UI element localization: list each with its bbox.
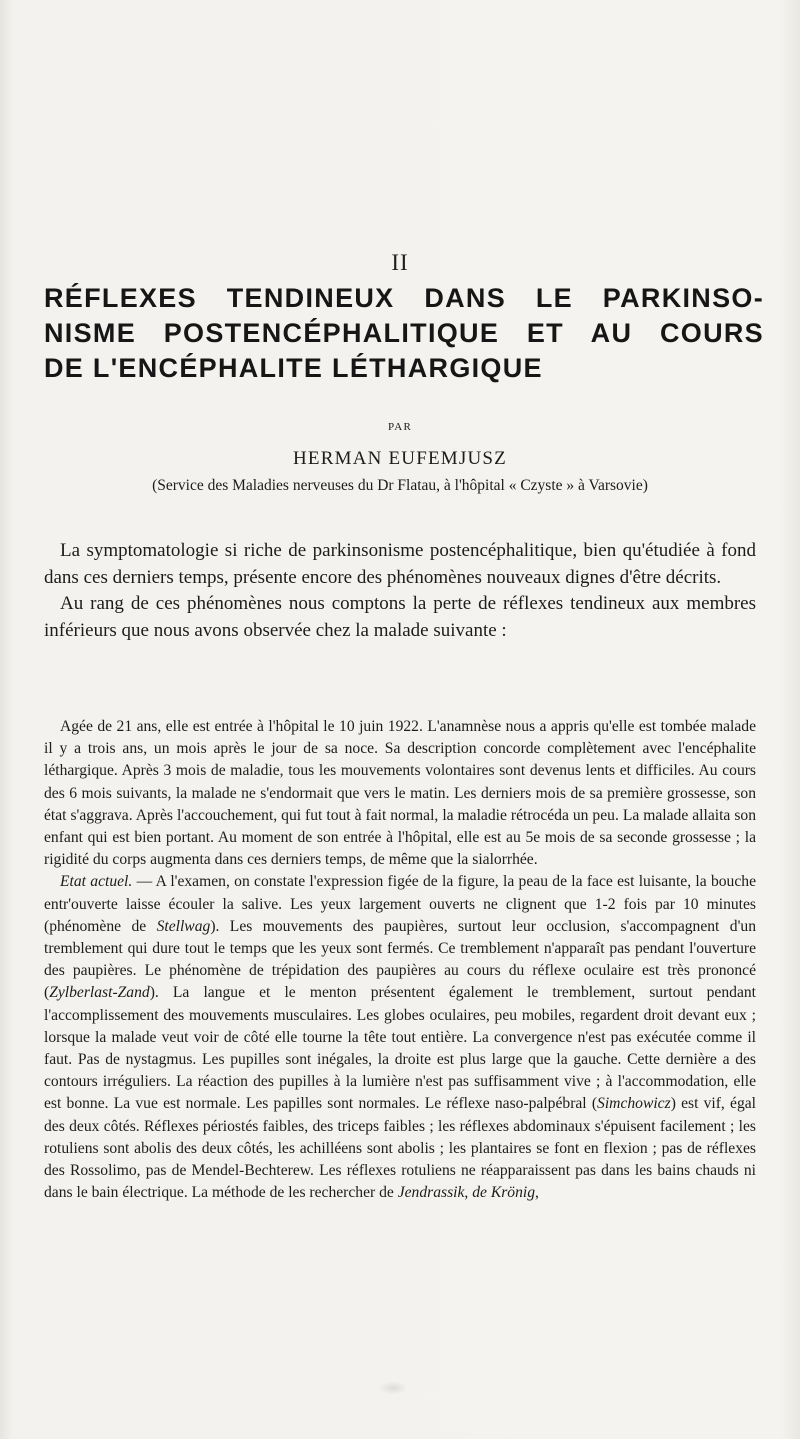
stellwag-name: Stellwag: [156, 917, 211, 935]
chapter-numeral: II: [391, 250, 409, 275]
page-smudge: [378, 1381, 408, 1395]
case-paragraph-2: [44, 871, 756, 1204]
title-line-2: NISME POSTENCÉPHALITIQUE ET AU COURS: [44, 318, 764, 348]
jendrassik-name: Jendrassik: [397, 1184, 465, 1202]
byline-par: PAR: [388, 421, 412, 433]
etat-actuel-label: Etat actuel.: [60, 873, 133, 891]
simchowicz-name: Simchowicz: [597, 1095, 671, 1113]
article-title: [44, 281, 764, 386]
kronig-name: de Krönig: [472, 1184, 536, 1202]
case-text-a: — A l'examen, on constate l'expression figée de la figure, la peau de la face est luisante, la bouche entr'ouverte laisse écouler la salive. Les yeux largement ouverts ne clignent que 1-2 fois par 10 minutes (phénomène de: [44, 873, 756, 935]
author-name: HERMAN EUFEMJUSZ: [293, 448, 507, 469]
case-text-b: ). Les mouvements des paupières, surtout leur occlusion, s'accompagnent d'un tremblement qui dure tout le temps que les yeux sont fermés. Ce tremblement n'apparaît pas pendant l'ouverture des paupières. Le phénomène de trépidation des paupières au cours du réflexe oculaire est très prononcé (: [44, 917, 756, 1002]
author-affiliation: (Service des Maladies nerveuses du Dr Flatau, à l'hôpital « Czyste » à Varsovie): [152, 477, 648, 494]
intro-paragraph-2: Au rang de ces phénomènes nous comptons la perte de réflexes tendineux aux membres inférieurs que nous avons observée chez la malade suivante :: [44, 593, 756, 641]
intro-paragraph-1: La symptomatologie si riche de parkinsonisme postencéphalitique, bien qu'étudiée à fond dans ces derniers temps, présente encore des phénomènes nouveaux dignes d'être décrits.: [44, 540, 756, 588]
case-text-c: ). La langue et le menton présentent également le tremblement, surtout pendant l'accomplissement des mouvements musculaires. Les globes oculaires, peu mobiles, regardent droit devant eux ; lorsque la malade veut voir de côté elle tourne la tête tout entière. La convergence n'est pas exécutée comme il faut. Pas de nystagmus. Les pupilles sont inégales, la droite est plus large que la gauche. Cette dernière a des contours irréguliers. La réaction des pupilles à la lumière n'est pas suffisamment vive ; à l'accommodation, elle est bonne. La vue est normale. Les papilles sont normales. Le réflexe naso-palpébral (: [44, 984, 756, 1113]
case-sep: ,: [464, 1184, 473, 1202]
case-text-d: ) est vif, égal des deux côtés. Réflexes périostés faibles, des triceps faibles ; les réflexes abdominaux s'épuisent facilement ; les rotuliens sont abolis des deux côtés, les achilléens sont abolis ; les plantaires se font en flexion ; pas de réflexes des Rossolimo, pas de Mendel-Bechterew. Les réflexes rotuliens ne réapparaissent pas dans les bains chauds ni dans le bain électrique. La méthode de les rechercher de: [44, 1095, 757, 1202]
intro-text: [44, 538, 756, 644]
case-trail: ,: [535, 1184, 539, 1202]
zylberlast-name: Zylberlast-Zand: [49, 984, 150, 1002]
case-paragraph-1: Agée de 21 ans, elle est entrée à l'hôpital le 10 juin 1922. L'anamnèse nous a appris qu'elle est tombée malade il y a trois ans, un mois après le jour de sa noce. Sa description concorde complètement avec l'encéphalite léthargique. Après 3 mois de maladie, tous les mouvements volontaires sont devenus lents et difficiles. Au cours des 6 mois suivants, la malade ne s'endormait que vers le matin. Les derniers mois de sa première grossesse, son état s'aggrava. Après l'accouchement, qui fut tout à fait normal, la maladie rétrocéda un peu. La malade allaita son enfant qui est bien portant. Au moment de son entrée à l'hôpital, elle est au 5e mois de sa seconde grossesse ; la rigidité du corps augmenta dans ces derniers temps, de même que la sialorrhée.: [44, 718, 756, 869]
case-report: [44, 716, 756, 1204]
title-line-3: DE L'ENCÉPHALITE LÉTHARGIQUE: [44, 353, 543, 383]
title-line-1: RÉFLEXES TENDINEUX DANS LE PARKINSO-: [44, 283, 764, 313]
